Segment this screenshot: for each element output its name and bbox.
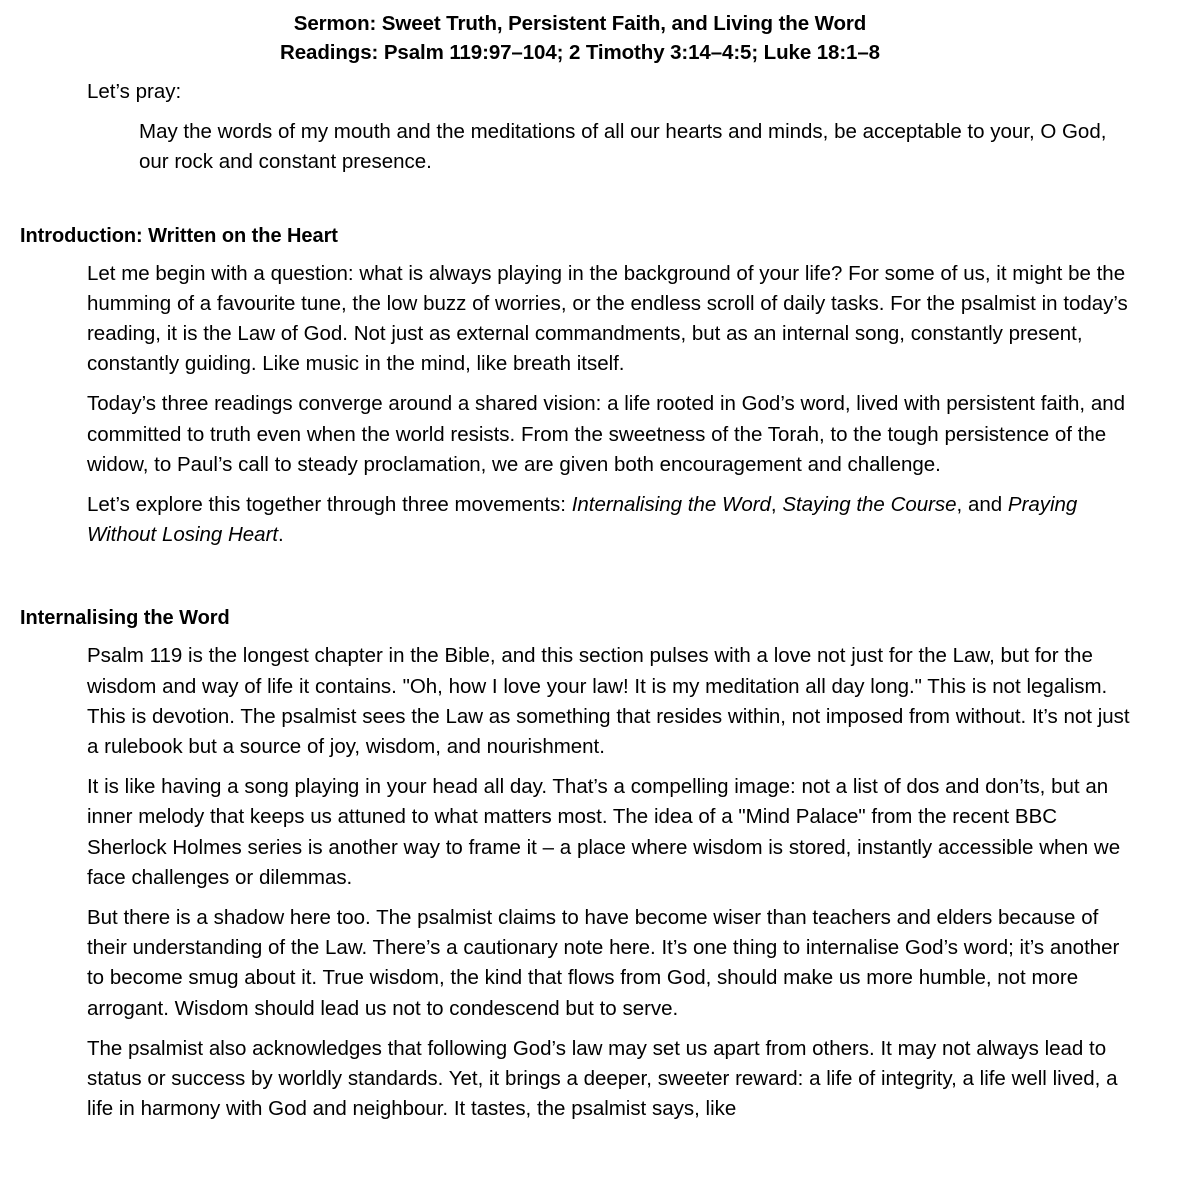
paragraph-internalising-3: But there is a shadow here too. The psalmist claims to have become wiser than teachers and elders because of their understanding of the Law. There’s a cautionary note here. It’s one thing to internalise God’s word; it’s another to become smug about it. True wisdom, the kind that flows from God, should make us more humble, not more arrogant. Wisdom should lead us not to condescend but to serve. (87, 906, 1120, 1020)
readings-title-line: Readings: Psalm 119:97–104; 2 Timothy 3:14–4:5; Luke 18:1–8 (280, 41, 880, 64)
movements-separator-2: , and (956, 493, 1008, 517)
spacer-after-title (20, 67, 1140, 77)
paragraph-internalising-4: The psalmist also acknowledges that following God’s law may set us apart from others. It may not always lead to status or success by worldly standards. Yet, it brings a deeper, sweeter reward: a life of integrity, a life well lived, a life in harmony with God and neighbour. It tastes, the psalmist says, like (87, 1036, 1118, 1121)
prayer-text: May the words of my mouth and the meditations of all our hearts and minds, be acceptable to your, O God, our rock and constant presence. (139, 120, 1107, 174)
movements-separator-1: , (770, 493, 783, 517)
section-heading-internalising-the-word: Internalising the Word (20, 607, 230, 630)
paragraph-internalising-1: Psalm 119 is the longest chapter in the Bible, and this section pulses with a love not just for the Law, but for the wisdom and way of life it contains. "Oh, how I love your law! It is my meditation all day long." This is not legalism. This is devotion. The psalmist sees the Law as something that resides within, not imposed from without. It’s not just a rulebook but a source of joy, wisdom, and nourishment. (87, 644, 1130, 759)
spacer-after-introduction-heading (20, 251, 1140, 259)
spacer-before-introduction (20, 178, 1140, 222)
section-heading-introduction: Introduction: Written on the Heart (20, 224, 338, 247)
paragraph-intro-2: Today’s three readings converge around a shared vision: a life rooted in God’s word, lived with persistent faith, and committed to truth even when the world resists. From the sweetness of the Torah, to the tough persistence of the widow, to Paul’s call to steady proclamation, we are given both encouragement and challenge. (87, 392, 1125, 476)
movement-title-1: Internalising the Word (571, 493, 771, 517)
movement-title-3: Praying Without Losing Heart (87, 493, 1078, 547)
movements-prefix: Let’s explore this together through three movements: (87, 493, 572, 517)
prayer-lead-in: Let’s pray: (87, 80, 182, 103)
sermon-title-line: Sermon: Sweet Truth, Persistent Faith, and Living the Word (293, 12, 867, 35)
spacer-after-internalising-heading (20, 633, 1140, 641)
spacer-before-internalising (20, 560, 1140, 604)
paragraph-intro-1: Let me begin with a question: what is always playing in the background of your life? For some of us, it might be the humming of a favourite tune, the low buzz of worries, or the endless scroll of daily tasks. For the psalmist in today’s reading, it is the Law of God. Not just as external commandments, but as an internal song, constantly present, constantly guiding. Like music in the mind, like breath itself. (87, 261, 1128, 376)
movements-suffix: . (278, 523, 284, 547)
paragraph-three-movements (20, 490, 1140, 550)
paragraph-internalising-2: It is like having a song playing in your head all day. That’s a compelling image: not a list of dos and don’ts, but an inner melody that keeps us attuned to what matters most. The idea of a "Mind Palace" from the recent BBC Sherlock Holmes series is another way to frame it – a place where wisdom is stored, instantly accessible when we face challenges or dilemmas. (87, 775, 1121, 889)
document-title-block (20, 9, 1140, 67)
movement-title-2: Staying the Course (782, 493, 957, 517)
